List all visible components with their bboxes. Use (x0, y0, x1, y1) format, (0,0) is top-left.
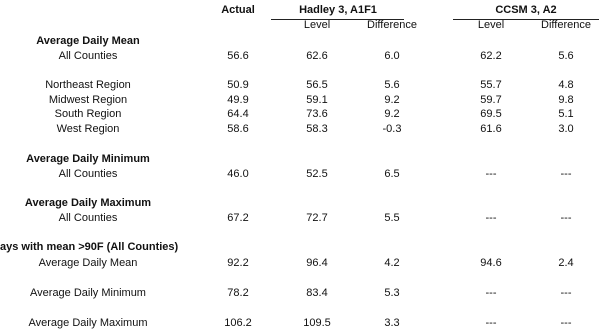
actual-cell: 64.4 (227, 108, 249, 120)
ccsm-difference-cell: 2.4 (558, 257, 574, 269)
hadley-difference-cell: 3.3 (384, 317, 400, 329)
hadley-difference-header: Difference (367, 19, 417, 31)
ccsm-difference-cell: --- (560, 287, 572, 299)
hadley-difference-cell: 6.0 (384, 50, 400, 62)
row-label: All Counties (58, 212, 118, 224)
hadley-difference-cell: 5.3 (384, 287, 400, 299)
hadley-difference-cell: 6.5 (384, 168, 400, 180)
actual-cell: 106.2 (224, 317, 252, 329)
ccsm-level-cell: 59.7 (480, 94, 502, 106)
ccsm-level-cell: --- (485, 212, 497, 224)
hadley-level-cell: 59.1 (306, 94, 328, 106)
hadley-difference-cell: -0.3 (382, 123, 402, 135)
actual-cell: 49.9 (227, 94, 249, 106)
ccsm-level-cell: 94.6 (480, 257, 502, 269)
ccsm-difference-cell: 5.1 (558, 108, 574, 120)
ccsm-difference-cell: --- (560, 212, 572, 224)
hadley-difference-cell: 4.2 (384, 257, 400, 269)
actual-cell: 46.0 (227, 168, 249, 180)
hadley-column-header: Hadley 3, A1F1 (299, 4, 377, 16)
actual-cell: 58.6 (227, 123, 249, 135)
ccsm-level-header: Level (477, 19, 505, 31)
row-label: Midwest Region (48, 94, 128, 106)
hadley-level-cell: 109.5 (303, 317, 331, 329)
ccsm-level-cell: --- (485, 287, 497, 299)
hadley-difference-cell: 9.2 (384, 94, 400, 106)
ccsm-difference-cell: 9.8 (558, 94, 574, 106)
actual-column-header: Actual (221, 4, 255, 16)
row-label: South Region (54, 108, 122, 120)
hadley-level-cell: 83.4 (306, 287, 328, 299)
ccsm-difference-header: Difference (541, 19, 591, 31)
actual-cell: 50.9 (227, 79, 249, 91)
row-label: Northeast Region (45, 79, 131, 91)
ccsm-level-cell: --- (485, 317, 497, 329)
ccsm-difference-cell: 5.6 (558, 50, 574, 62)
ccsm-column-header: CCSM 3, A2 (495, 4, 557, 16)
section-heading: Average Daily Minimum (26, 153, 150, 165)
ccsm-difference-cell: --- (560, 317, 572, 329)
hadley-level-cell: 96.4 (306, 257, 328, 269)
ccsm-level-cell: 62.2 (480, 50, 502, 62)
ccsm-level-cell: 55.7 (480, 79, 502, 91)
row-label: All Counties (58, 168, 118, 180)
ccsm-difference-cell: 4.8 (558, 79, 574, 91)
ccsm-difference-cell: 3.0 (558, 123, 574, 135)
hadley-level-header: Level (303, 19, 331, 31)
hadley-level-cell: 72.7 (306, 212, 328, 224)
hadley-level-cell: 73.6 (306, 108, 328, 120)
ccsm-level-cell: 69.5 (480, 108, 502, 120)
hadley-level-cell: 56.5 (306, 79, 328, 91)
hadley-level-cell: 58.3 (306, 123, 328, 135)
row-label: Average Daily Maximum (28, 317, 148, 329)
actual-cell: 78.2 (227, 287, 249, 299)
row-label: West Region (56, 123, 120, 135)
actual-cell: 67.2 (227, 212, 249, 224)
section-heading: Average Daily Mean (36, 35, 140, 47)
ccsm-level-cell: --- (485, 168, 497, 180)
row-label: Average Daily Minimum (30, 287, 146, 299)
row-label: All Counties (58, 50, 118, 62)
hadley-level-cell: 62.6 (306, 50, 328, 62)
hadley-difference-cell: 9.2 (384, 108, 400, 120)
actual-cell: 92.2 (227, 257, 249, 269)
row-label: Average Daily Mean (38, 257, 138, 269)
actual-cell: 56.6 (227, 50, 249, 62)
ccsm-difference-cell: --- (560, 168, 572, 180)
hadley-difference-cell: 5.6 (384, 79, 400, 91)
hadley-difference-cell: 5.5 (384, 212, 400, 224)
section-heading: ays with mean >90F (All Counties) (0, 241, 179, 253)
hadley-level-cell: 52.5 (306, 168, 328, 180)
ccsm-level-cell: 61.6 (480, 123, 502, 135)
section-heading: Average Daily Maximum (24, 197, 152, 209)
